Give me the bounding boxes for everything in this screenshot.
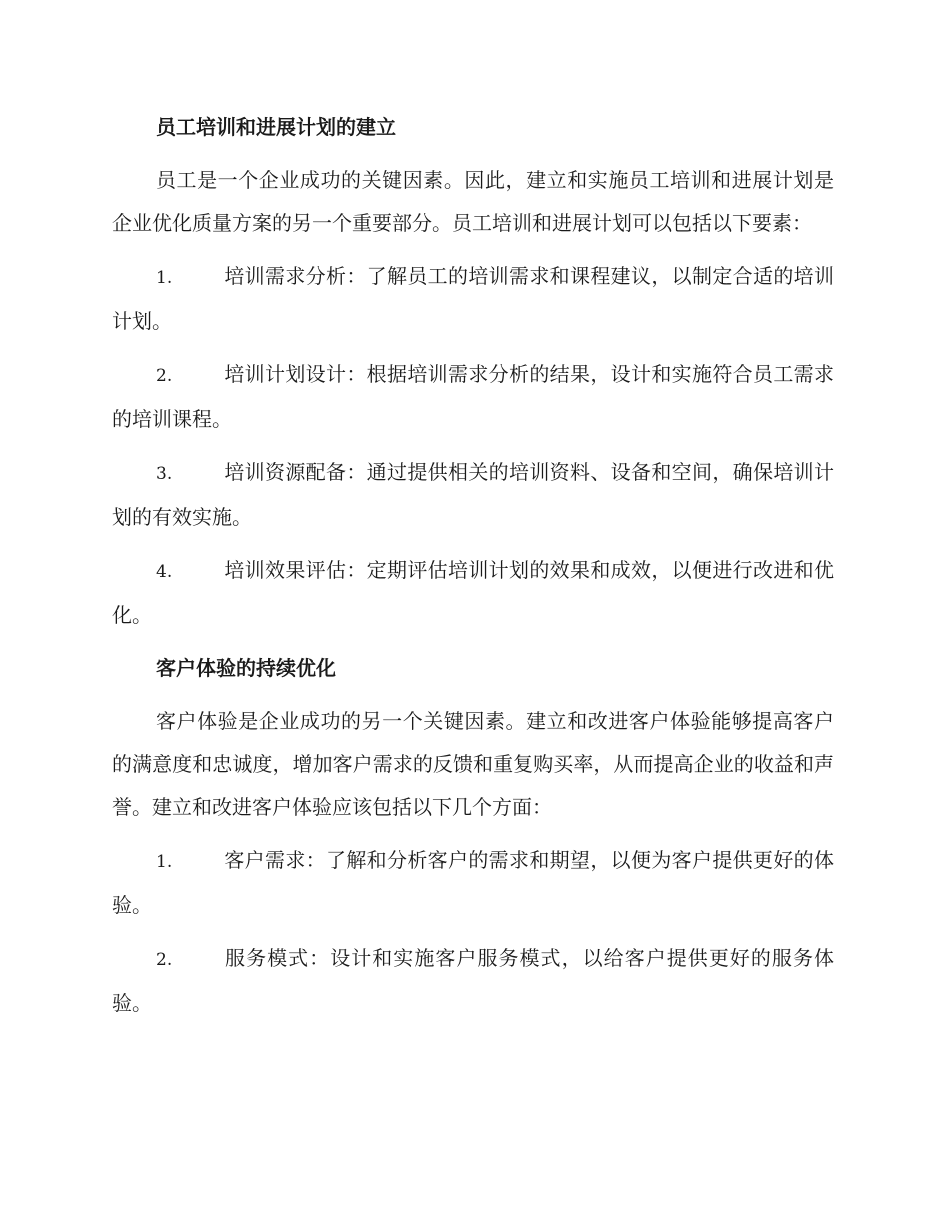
list-item — [112, 839, 834, 927]
list-text: 培训资源配备：通过提供相关的培训资料、设备和空间，确保培训计划的有效实施。 — [112, 460, 834, 529]
list-number: 3. — [156, 464, 173, 484]
list-number: 2. — [156, 950, 173, 970]
list-text: 客户需求：了解和分析客户的需求和期望，以便为客户提供更好的体验。 — [112, 848, 834, 917]
list-text: 培训计划设计：根据培训需求分析的结果，设计和实施符合员工需求的培训课程。 — [112, 362, 834, 431]
list-number: 2. — [156, 366, 173, 386]
section-heading: 客户体验的持续优化 — [156, 656, 336, 680]
list-number: 1. — [156, 852, 173, 872]
list-text: 服务模式：设计和实施客户服务模式，以给客户提供更好的服务体验。 — [112, 946, 834, 1015]
list-item — [112, 937, 834, 1025]
list-item — [112, 353, 834, 441]
list-text: 培训需求分析：了解员工的培训需求和课程建议，以制定合适的培训计划。 — [112, 264, 834, 333]
document-body — [112, 106, 834, 1035]
list-item — [112, 549, 834, 637]
list-number: 1. — [156, 268, 173, 288]
list-number: 4. — [156, 562, 173, 582]
list-text: 培训效果评估：定期评估培训计划的效果和成效，以便进行改进和优化。 — [112, 558, 834, 627]
section-intro: 客户体验是企业成功的另一个关键因素。建立和改进客户体验能够提高客户的满意度和忠诚度，增加客户需求的反馈和重复购买率，从而提高企业的收益和声誉。建立和改进客户体验应该包括以下几个方面： — [112, 709, 834, 819]
section-intro: 员工是一个企业成功的关键因素。因此，建立和实施员工培训和进展计划是企业优化质量方案的另一个重要部分。员工培训和进展计划可以包括以下要素： — [112, 168, 834, 235]
list-item — [112, 451, 834, 539]
section-heading: 员工培训和进展计划的建立 — [156, 115, 396, 139]
list-item — [112, 255, 834, 343]
